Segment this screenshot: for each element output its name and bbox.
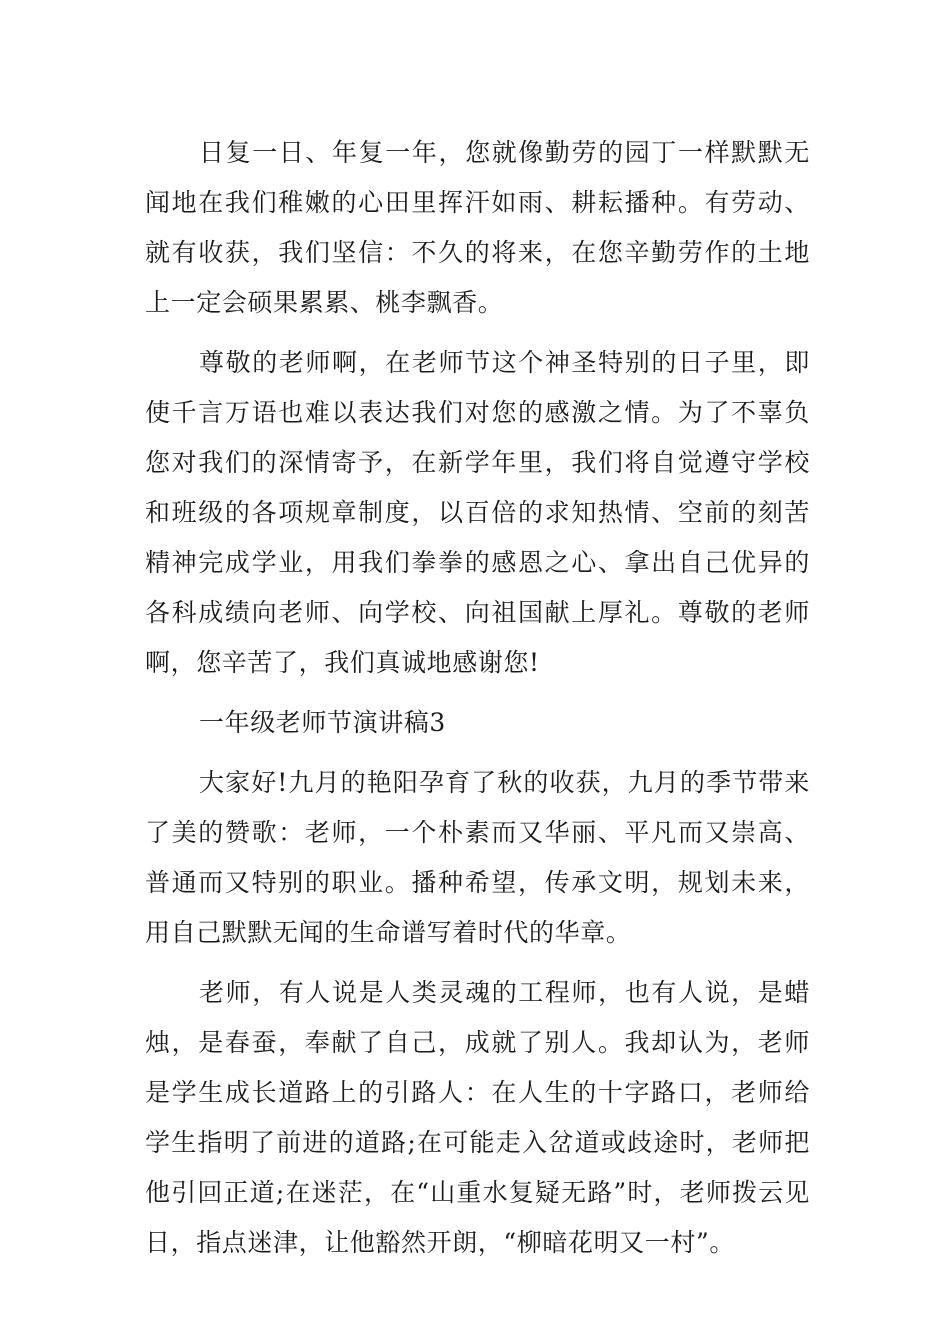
paragraph-gardener: 日复一日、年复一年，您就像勤劳的园丁一样默默无闻地在我们稚嫩的心田里挥汗如雨、耕耘播种。有劳动、就有收获，我们坚信：不久的将来，在您辛勤劳作的土地上一定会硕果累累、桃李飘香。 — [145, 138, 810, 317]
document-body — [145, 128, 810, 1278]
paragraph-guide: 老师，有人说是人类灵魂的工程师，也有人说，是蜡烛，是春蚕，奉献了自己，成就了别人。我却认为，老师是学生成长道路上的引路人：在人生的十字路口，老师给学生指明了前进的道路;在可能走入岔道或歧途时，老师把他引回正道;在迷茫，在“山重水复疑无路”时，老师拨云见日，指点迷津，让他豁然开朗，“柳暗花明又一村”。 — [145, 978, 810, 1257]
paragraph-september: 大家好!九月的艳阳孕育了秋的收获，九月的季节带来了美的赞歌：老师，一个朴素而又华丽、平凡而又崇高、普通而又特别的职业。播种希望，传承文明，规划未来，用自己默默无闻的生命谱写着时代的华章。 — [145, 768, 810, 947]
section-title: 一年级老师节演讲稿3 — [199, 708, 446, 737]
paragraph-gratitude: 尊敬的老师啊，在老师节这个神圣特别的日子里，即使千言万语也难以表达我们对您的感激之情。为了不辜负您对我们的深情寄予，在新学年里，我们将自觉遵守学校和班级的各项规章制度，以百倍的求知热情、空前的刻苦精神完成学业，用我们拳拳的感恩之心、拿出自己优异的各科成绩向老师、向学校、向祖国献上厚礼。尊敬的老师啊，您辛苦了，我们真诚地感谢您! — [145, 348, 810, 677]
